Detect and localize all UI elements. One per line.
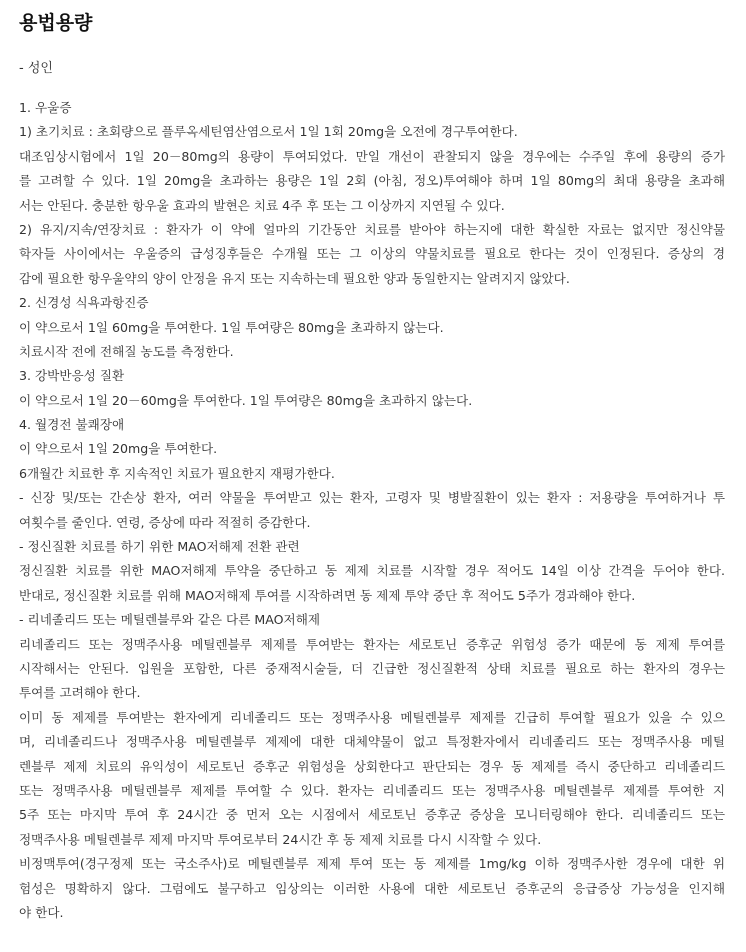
text-line: 시작해서는 안된다. 입원을 포함한, 다른 중재적시술들, 더 긴급한 정신질환적 상태 치료를 필요로 하는 환자의 경우는 [19,660,725,676]
text-line: 서는 안된다. 충분한 항우울 효과의 발현은 치료 4주 후 또는 그 이상까지 지연될 수 있다. [19,197,505,213]
text-line: 치료시작 전에 전해질 농도를 측정한다. [19,343,234,359]
text-line: - 신장 및/또는 간손상 환자, 여러 약물을 투여받고 있는 환자, 고령자 및 병발질환이 있는 환자 : 저용량을 투여하거나 투 [19,490,725,506]
text-line: 정신질환 치료를 위한 MAO저해제 투약을 중단하고 동 제제 치료를 시작할 경우 적어도 14일 이상 간격을 두어야 한다. [19,563,725,579]
text-line: 5주 또는 마지막 투여 후 24시간 중 먼저 오는 시점에서 세로토닌 증후군 증상을 모니터링해야 한다. 리네졸리드 또는 [19,807,725,823]
text-line: 1) 초기치료 : 초회량으로 플루옥세틴염산염으로서 1일 1회 20mg을 오전에 경구투여한다. [19,124,518,140]
text-line: 투여를 고려해야 한다. [19,685,141,701]
text-line: 여횟수를 줄인다. 연령, 증상에 따라 적절히 증감한다. [19,514,311,530]
text-line: 4. 월경전 불쾌장애 [19,417,125,433]
section-label-adult: - 성인 [19,61,53,76]
text-line: 1. 우울증 [19,100,72,115]
text-line: 3. 강박반응성 질환 [19,368,125,384]
text-line: 비정맥투여(경구정제 또는 국소주사)로 메틸렌블루 제제 투여 또는 동 제제를 1mg/kg 이하 정맥주사한 경우에 대한 위 [19,856,725,872]
dosage-body-text [19,96,725,925]
page-title: 용법용량 [19,12,93,34]
text-line: 대조임상시험에서 1일 20－80mg의 용량이 투여되었다. 만일 개선이 관찰되지 않을 경우에는 수주일 후에 용량의 증가 [19,148,725,164]
text-line: - 정신질환 치료를 하기 위한 MAO저해제 전환 관련 [19,539,300,555]
text-line: 렌블루 제제 치료의 유익성이 세로토닌 증후군 위험성을 상회한다고 판단되는 경우 동 제제를 즉시 중단하고 리네졸리드 [19,758,725,774]
text-line: 또는 정맥주사용 메틸렌블루 제제를 투여할 수 있다. 환자는 리네졸리드 또는 정맥주사용 메틸렌블루 제제를 투여한 지 [19,782,725,798]
text-line: 이미 동 제제를 투여받는 환자에게 리네졸리드 또는 정맥주사용 메틸렌블루 제제를 긴급히 투여할 필요가 있을 수 있으 [19,709,725,725]
text-line: 이 약으로서 1일 20mg을 투여한다. [19,441,218,457]
text-line: 이 약으로서 1일 20－60mg을 투여한다. 1일 투여량은 80mg을 초과하지 않는다. [19,392,473,408]
text-line: 를 고려할 수 있다. 1일 20mg을 초과하는 용량은 1일 2회 (아침, 정오)투여해야 하며 1일 80mg의 최대 용량을 초과해 [19,173,725,189]
text-line: 정맥주사용 메틸렌블루 제제 마지막 투여로부터 24시간 후 동 제제 치료를 다시 시작할 수 있다. [19,831,542,847]
text-line: 며, 리네졸리드나 정맥주사용 메틸렌블루 제제에 대한 대체약물이 없고 특정환자에서 리네졸리드 또는 정맥주사용 메틸 [19,734,725,750]
text-line: 2) 유지/지속/연장치료 : 환자가 이 약에 얼마의 기간동안 치료를 받아야 하는지에 대한 확실한 자료는 없지만 정신약물 [19,221,725,237]
text-line: 감에 필요한 항우울약의 양이 안정을 유지 또는 지속하는데 필요한 양과 동일한지는 알려지지 않았다. [19,270,570,286]
text-line: 이 약으로서 1일 60mg을 투여한다. 1일 투여량은 80mg을 초과하지 않는다. [19,319,444,335]
text-line: 험성은 명확하지 않다. 그럼에도 불구하고 임상의는 이러한 사용에 대한 세로토닌 증후군의 응급증상 가능성을 인지해 [19,880,725,896]
text-line: 6개월간 치료한 후 지속적인 치료가 필요한지 재평가한다. [19,465,335,481]
text-line: 반대로, 정신질환 치료를 위해 MAO저해제 투여를 시작하려면 동 제제 투약 중단 후 적어도 5주가 경과해야 한다. [19,587,636,603]
text-line: 리네졸리드 또는 정맥주사용 메틸렌블루 제제를 투여받는 환자는 세로토닌 증후군 위험성 증가 때문에 동 제제 투여를 [19,636,725,652]
text-line: 야 한다. [19,904,64,920]
text-line: - 리네졸리드 또는 메틸렌블루와 같은 다른 MAO저해제 [19,612,321,628]
text-line: 학자들 사이에서는 우울증의 급성징후들은 수개월 또는 그 이상의 약물치료를 필요로 한다는 것이 인정된다. 증상의 경 [19,246,725,262]
text-line: 2. 신경성 식욕과항진증 [19,295,149,311]
